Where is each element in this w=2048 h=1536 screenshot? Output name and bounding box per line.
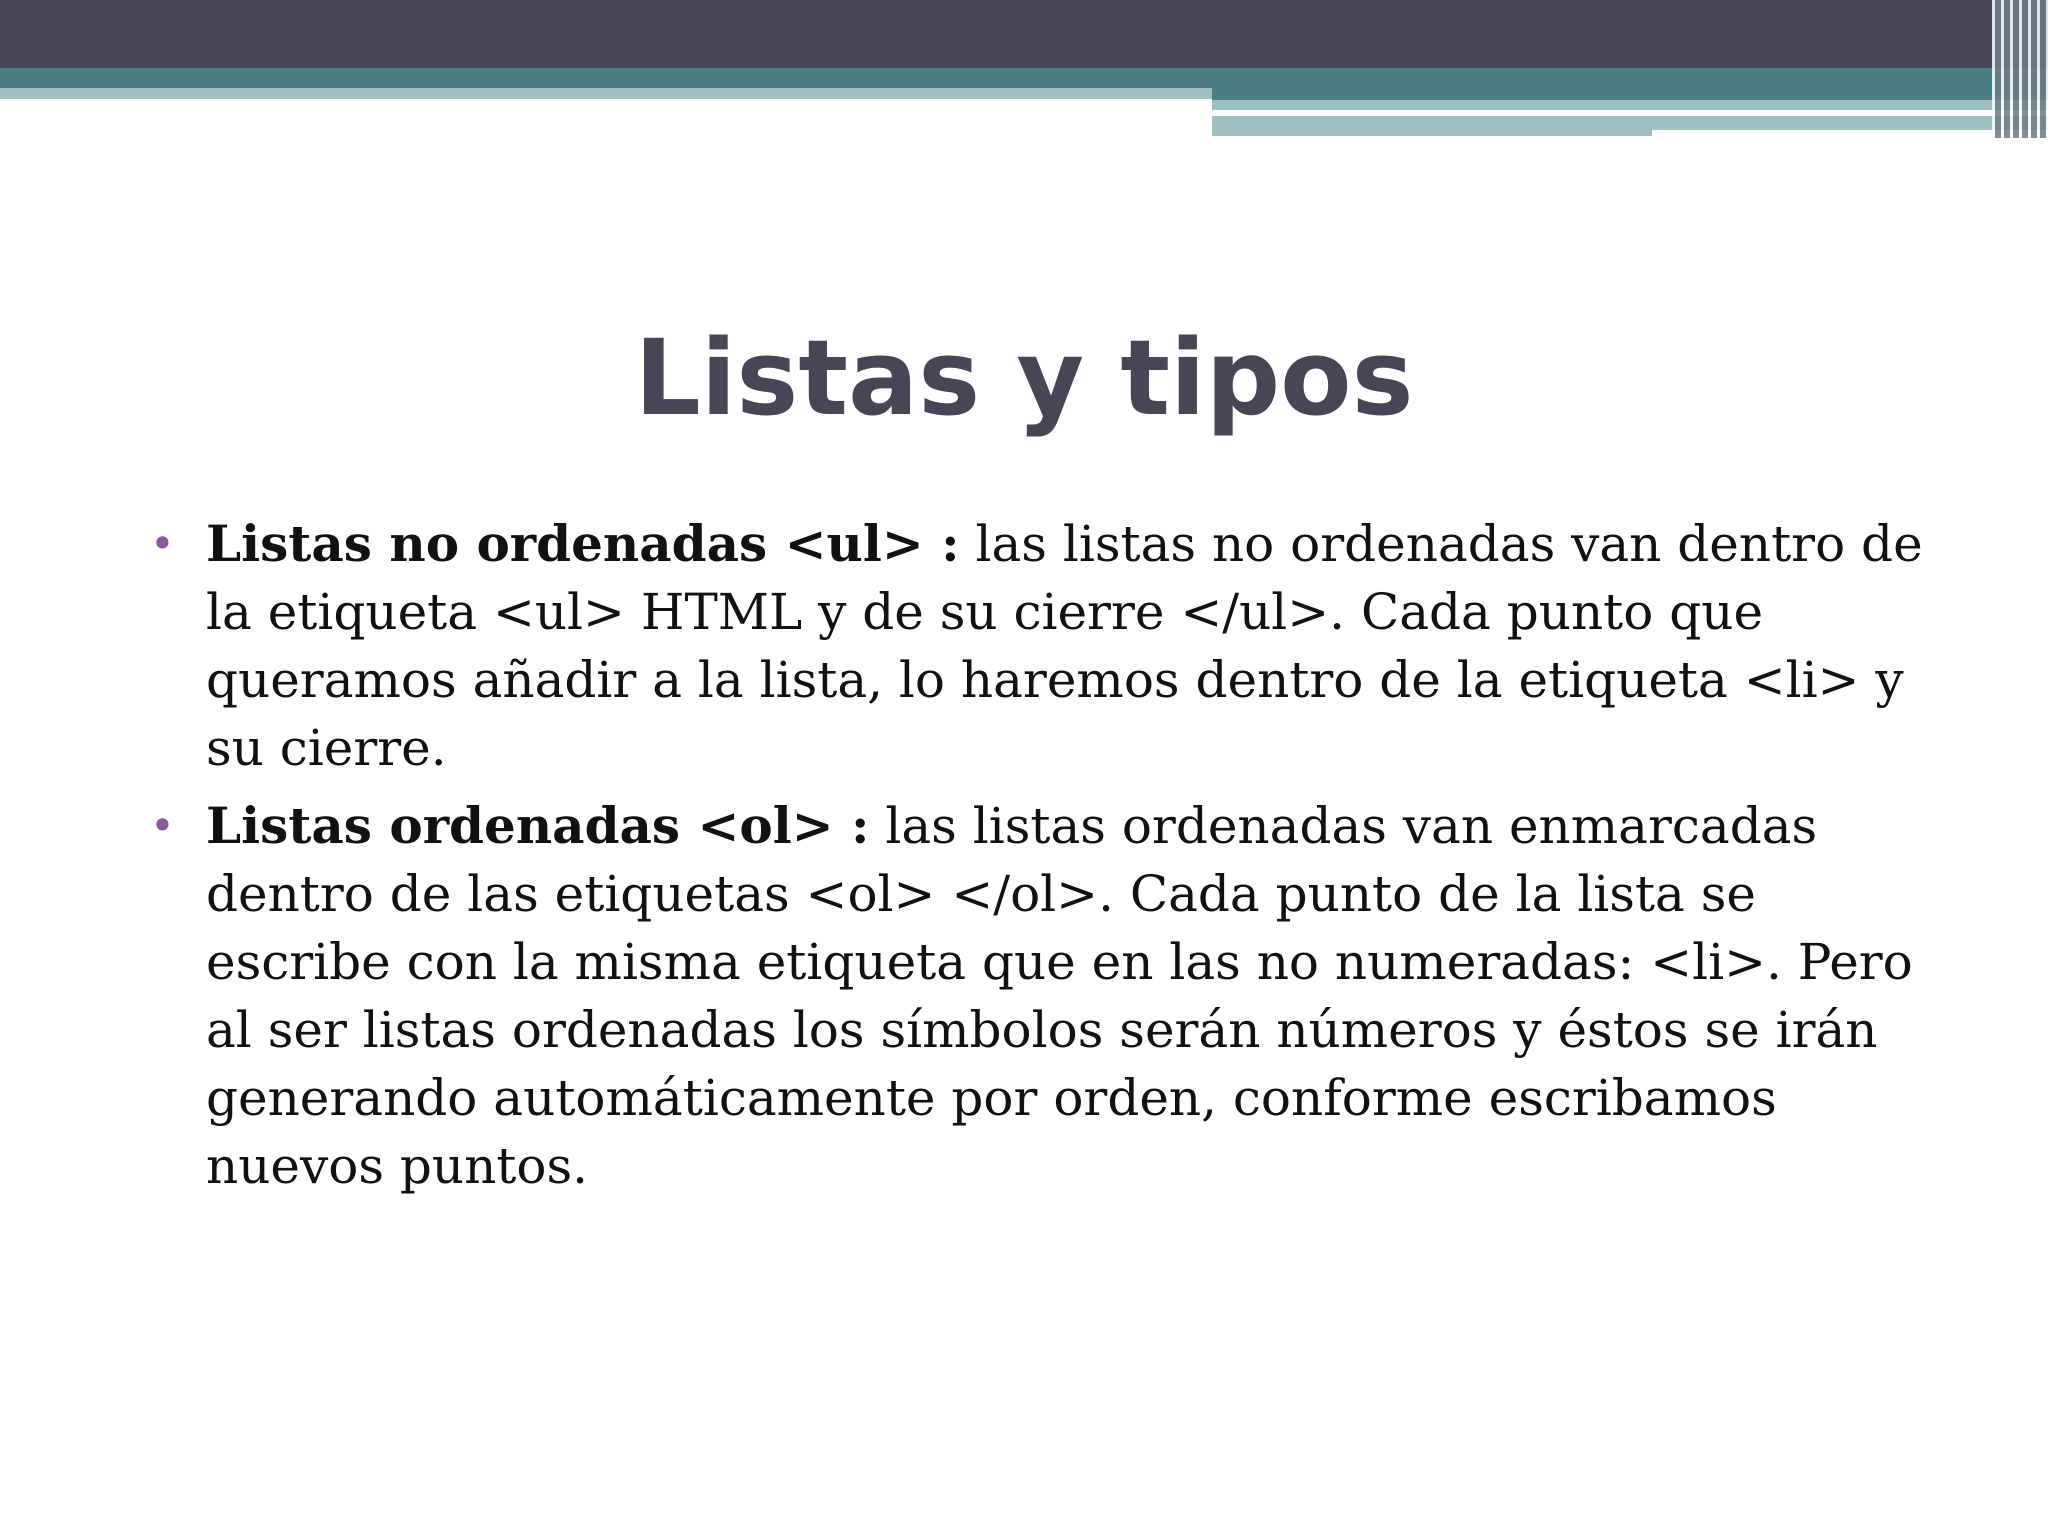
header-band-teal xyxy=(0,68,2048,88)
bullet-text: las listas ordenadas van enmarcadas dentro de las etiquetas <ol> </ol>. Cada punto de la lista se escribe con la misma etiqueta que en las no numeradas: <li>. Pero al ser listas ordenadas los símbolos serán números y éstos se irán generando automáticamente por orden, conforme escribamos nuevos puntos. xyxy=(206,797,1913,1195)
bullet-list xyxy=(150,510,1950,1210)
header-band-cut xyxy=(1652,130,2048,136)
bullet-dot-icon: • xyxy=(150,801,175,850)
header-band-light-right xyxy=(1212,100,2048,110)
bullet-text: las listas no ordenadas van dentro de la etiqueta <ul> HTML y de su cierre </ul>. Cada punto que queramos añadir a la lista, lo haremos dentro de la etiqueta <li> y su cierre. xyxy=(206,515,1923,777)
header-band-light-left xyxy=(0,88,1212,99)
bullet-item-unordered xyxy=(150,510,1950,782)
bullet-dot-icon: • xyxy=(150,519,175,568)
bullet-item-ordered xyxy=(150,792,1950,1200)
header-band-dark xyxy=(0,0,2048,68)
slide-title: Listas y tipos xyxy=(634,317,1414,439)
bullet-term: Listas ordenadas <ol> : xyxy=(206,796,870,855)
header-stripes xyxy=(1992,0,2048,138)
bullet-term: Listas no ordenadas <ul> : xyxy=(206,514,960,573)
